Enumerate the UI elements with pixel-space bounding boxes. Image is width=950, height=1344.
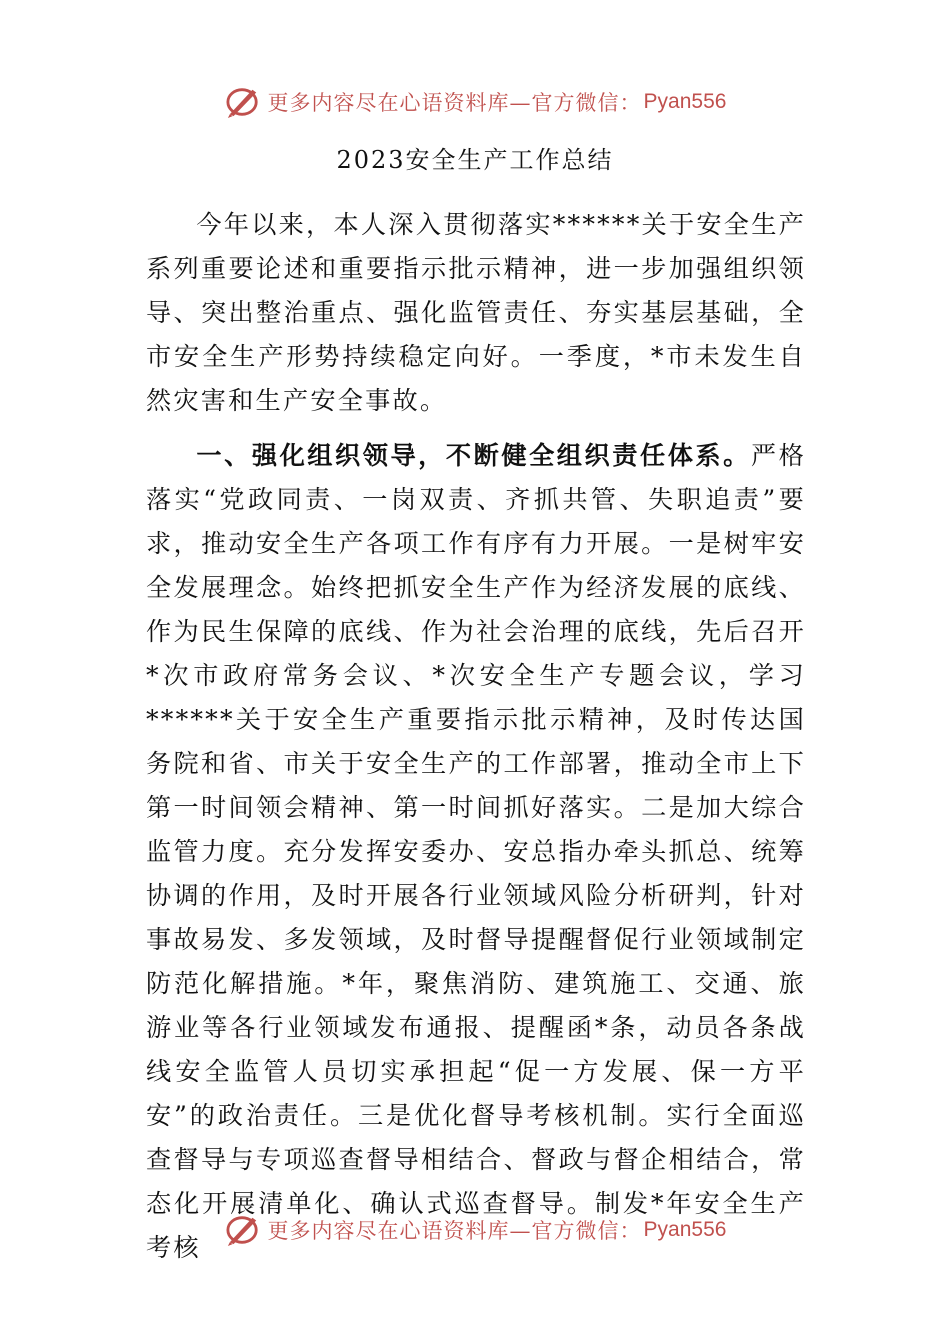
watermark-text: 更多内容尽在心语资料库—官方微信：	[267, 91, 642, 115]
watermark-text: 更多内容尽在心语资料库—官方微信：	[267, 1219, 642, 1243]
pen-circle-logo-icon	[224, 1213, 262, 1247]
document-title: 2023安全生产工作总结	[336, 146, 614, 174]
document-body	[146, 203, 806, 1270]
section1-body: 严格落实“党政同责、一岗双责、齐抓共管、失职追责”要求，推动安全生产各项工作有序有力开展。一是树牢安全发展理念。始终把抓安全生产作为经济发展的底线、作为民生保障的底线、作为社会治理的底线，先后召开*次市政府常务会议、*次安全生产专题会议，学习******关于安全生产重要指示批示精神，及时传达国务院和省、市关于安全生产的工作部署，推动全市上下第一时间领会精神、第一时间抓好落实。二是加大综合监管力度。充分发挥安委办、安总指办牵头抓总、统筹协调的作用，及时开展各行业领域风险分析研判，针对事故易发、多发领域，及时督导提醒督促行业领域制定防范化解措施。*年，聚焦消防、建筑施工、交通、旅游业等各行业领域发布通报、提醒函*条，动员各条战线安全监管人员切实承担起“促一方发展、保一方平安”的政治责任。三是优化督导考核机制。实行全面巡查督导与专项巡查督导相结合、督政与督企相结合，常态化开展清单化、确认式巡查督导。制发*年安全生产考核	[146, 441, 807, 1262]
pen-circle-logo-icon	[224, 85, 262, 119]
section1-heading: 一、强化组织领导，不断健全组织责任体系。	[196, 440, 751, 470]
watermark-banner-bottom	[0, 1210, 950, 1250]
section1-paragraph	[146, 433, 806, 1270]
watermark-banner-top	[0, 82, 950, 122]
watermark-wechat-id: Pyan556	[643, 1218, 727, 1241]
watermark-wechat-id: Pyan556	[643, 90, 727, 113]
intro-paragraph: 今年以来，本人深入贯彻落实******关于安全生产系列重要论述和重要指示批示精神，进一步加强组织领导、突出整治重点、强化监管责任、夯实基层基础，全市安全生产形势持续稳定向好。一季度，*市未发生自然灾害和生产安全事故。	[146, 210, 806, 415]
